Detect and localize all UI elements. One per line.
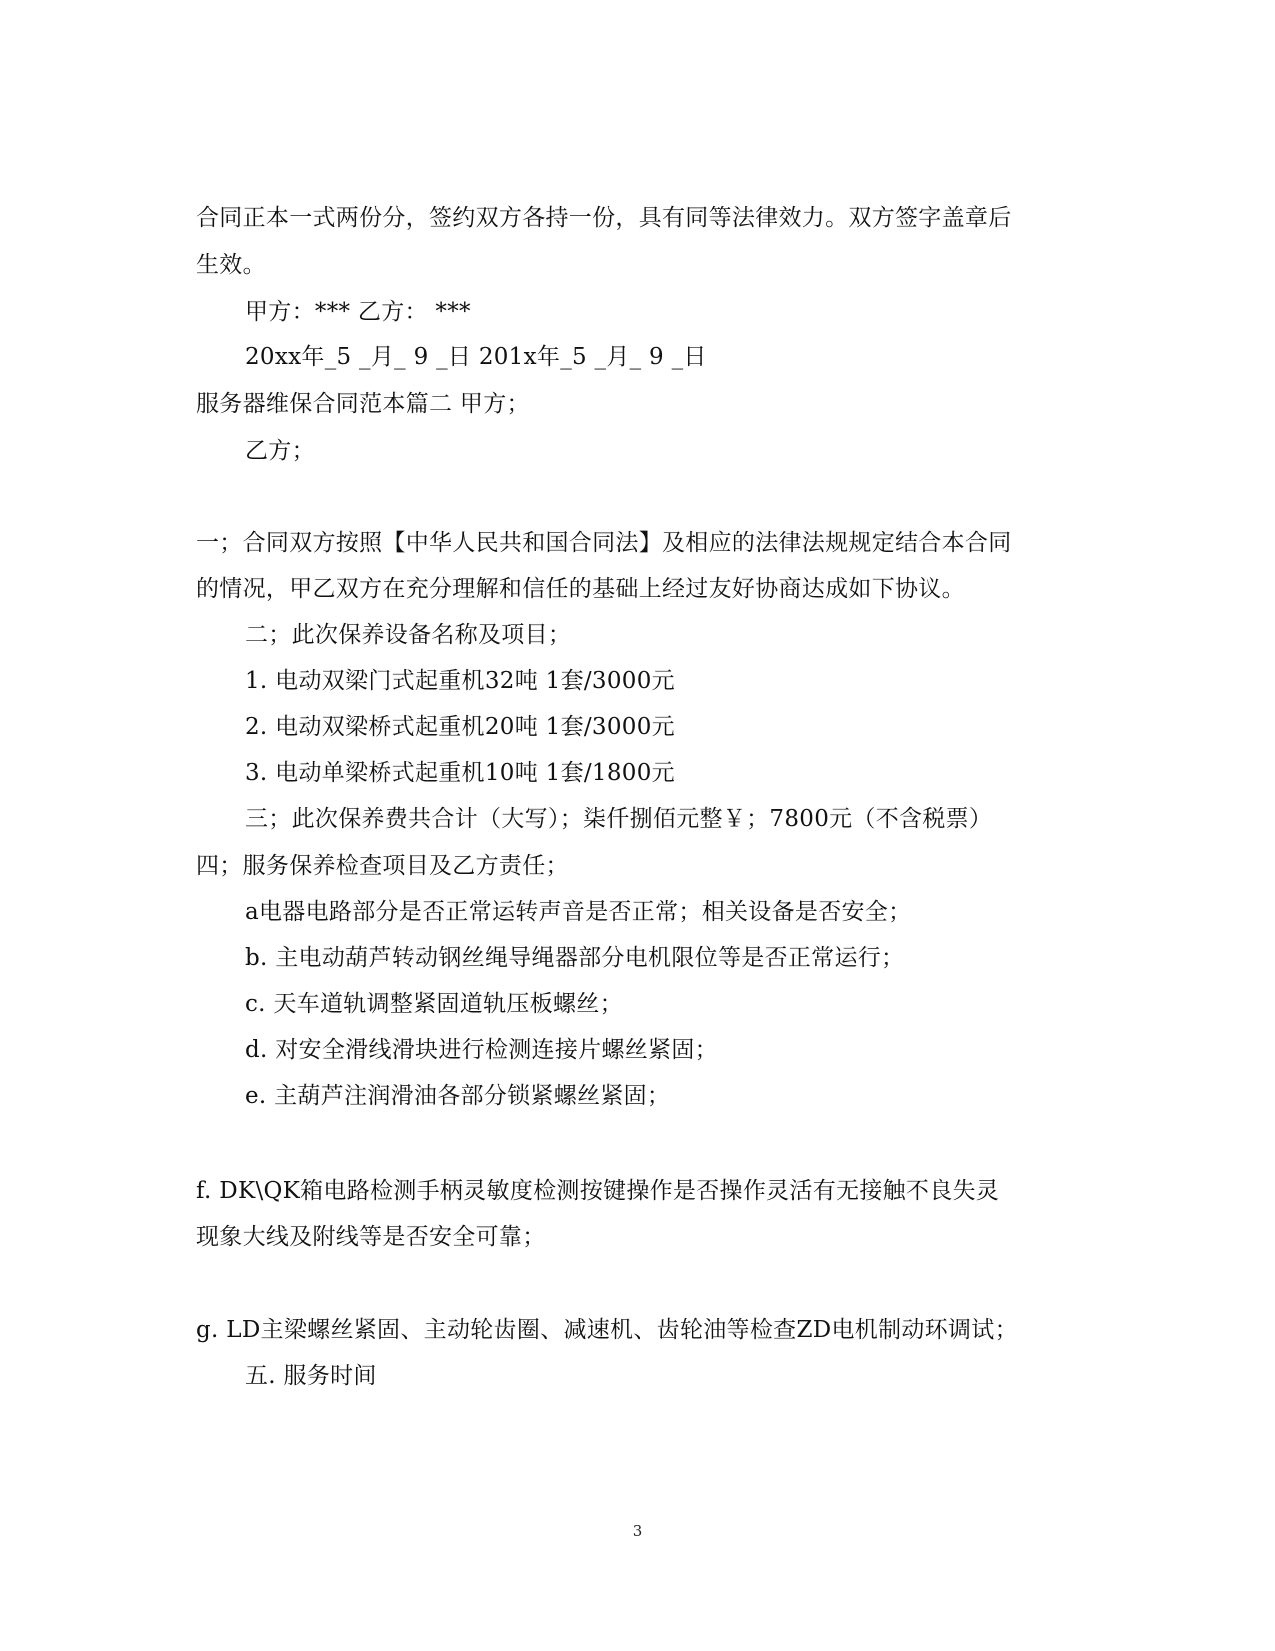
check-item: e. 主葫芦注润滑油各部分锁紧螺丝紧固； xyxy=(245,1083,671,1109)
equipment-item: 2. 电动双梁桥式起重机20吨 1套/3000元 xyxy=(245,714,675,740)
paragraph-line: 的情况，甲乙双方在充分理解和信任的基础上经过友好协商达成如下协议。 xyxy=(196,576,965,602)
check-item-continued: 现象大线及附线等是否安全可靠； xyxy=(196,1224,546,1250)
page-number: 3 xyxy=(632,1522,643,1540)
check-item: f. DK\QK箱电路检测手柄灵敏度检测按键操作是否操作灵活有无接触不良失灵 xyxy=(196,1178,1000,1204)
clause-heading: 五. 服务时间 xyxy=(245,1363,377,1389)
check-item: a电器电路部分是否正常运转声音是否正常；相关设备是否安全； xyxy=(245,899,912,925)
section-title: 服务器维保合同范本篇二 甲方； xyxy=(196,391,530,417)
equipment-item: 3. 电动单梁桥式起重机10吨 1套/1800元 xyxy=(245,760,675,786)
clause-heading: 二；此次保养设备名称及项目； xyxy=(245,622,572,648)
check-item: b. 主电动葫芦转动钢丝绳导绳器部分电机限位等是否正常运行； xyxy=(245,945,905,971)
check-item: d. 对安全滑线滑块进行检测连接片螺丝紧固； xyxy=(245,1037,718,1063)
check-item: g. LD主梁螺丝紧固、主动轮齿圈、减速机、齿轮油等检查ZD电机制动环调试； xyxy=(196,1317,1018,1343)
paragraph-line: 生效。 xyxy=(196,252,266,278)
equipment-item: 1. 电动双梁门式起重机32吨 1套/3000元 xyxy=(245,668,675,694)
signature-date-line: 20xx年_5 _月_ 9 _日 201x年_5 _月_ 9 _日 xyxy=(245,344,707,370)
signature-parties-line: 甲方：*** 乙方： *** xyxy=(245,299,471,325)
check-item: c. 天车道轨调整紧固道轨压板螺丝； xyxy=(245,991,623,1017)
clause-heading: 四；服务保养检查项目及乙方责任； xyxy=(196,853,569,879)
fee-line: 三；此次保养费共合计（大写）；柒仟捌佰元整￥；7800元（不含税票） xyxy=(245,806,993,832)
paragraph-line: 一；合同双方按照【中华人民共和国合同法】及相应的法律法规规定结合本合同 xyxy=(196,530,1012,556)
paragraph-line: 合同正本一式两份分，签约双方各持一份，具有同等法律效力。双方签字盖章后 xyxy=(196,205,1012,231)
party-b-line: 乙方； xyxy=(245,438,315,464)
